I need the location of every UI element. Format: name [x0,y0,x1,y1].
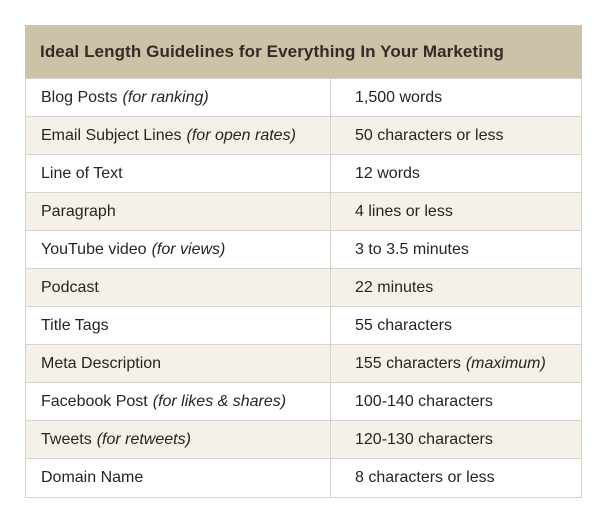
row-value: 100-140 characters [355,392,493,410]
table-row [26,117,581,155]
table-body [25,78,582,498]
table-row [26,383,581,421]
row-label: Podcast [26,269,331,306]
row-value: 4 lines or less [355,202,453,220]
row-label: Tweets (for retweets) [26,421,331,458]
row-label: Line of Text [26,155,331,192]
row-value: 12 words [355,164,420,182]
row-label: Facebook Post (for likes & shares) [26,383,331,420]
row-label: YouTube video (for views) [26,231,331,268]
row-value: 55 characters [355,316,452,334]
table-row [26,421,581,459]
row-value: 120-130 characters [355,430,493,448]
row-value: 155 characters (maximum) [355,354,546,372]
row-label-note: (for ranking) [122,88,209,106]
table-row [26,459,581,497]
row-label-note: (for retweets) [96,430,191,448]
table-row [26,79,581,117]
table-row [26,307,581,345]
row-value-note: (maximum) [465,354,546,372]
row-label: Title Tags [26,307,331,344]
table-row [26,269,581,307]
guidelines-table [25,25,582,498]
row-label: Domain Name [26,459,331,497]
table-row [26,345,581,383]
row-label-note: (for likes & shares) [152,392,287,410]
table-row [26,193,581,231]
row-value: 8 characters or less [355,469,495,486]
row-value: 3 to 3.5 minutes [355,240,469,258]
row-label: Email Subject Lines (for open rates) [26,117,331,154]
row-label-note: (for views) [151,240,226,258]
row-label: Paragraph [26,193,331,230]
row-label: Blog Posts (for ranking) [26,79,331,116]
table-title: Ideal Length Guidelines for Everything In Your Marketing [25,25,582,78]
row-label: Meta Description [26,345,331,382]
row-label-note: (for open rates) [186,126,296,144]
row-value: 22 minutes [355,278,434,296]
row-value: 1,500 words [355,88,443,106]
table-row [26,231,581,269]
table-row [26,155,581,193]
row-value: 50 characters or less [355,126,504,144]
